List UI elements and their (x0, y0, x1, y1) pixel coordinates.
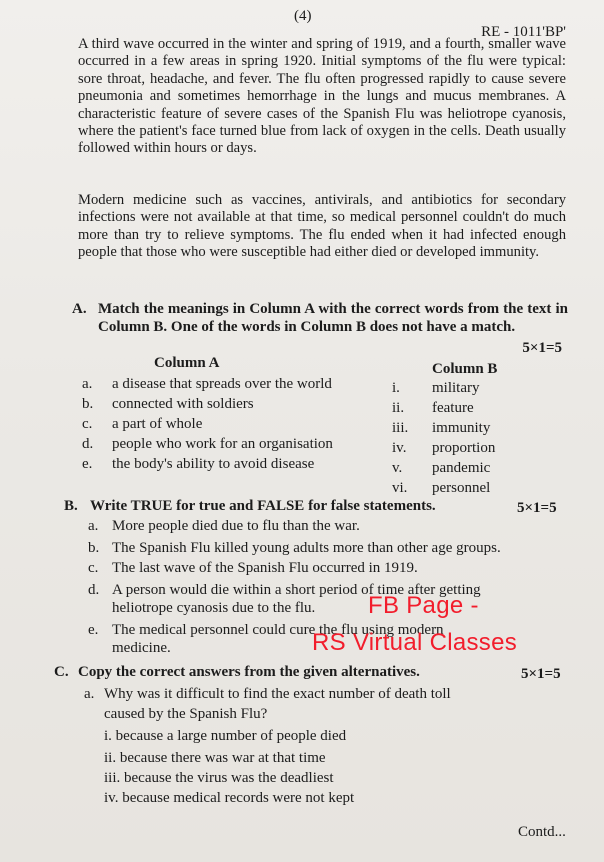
column-b-numeral: i. (392, 380, 400, 396)
section-c-instruction: Copy the correct answers from the given alternatives. (78, 664, 420, 680)
exam-page: (4) RE - 1011'BP' A third wave occurred in the winter and spring of 1919, and a fourth, smaller wave occurred in a few areas in spring 1920. Initial symptoms of the flu were typical: sore throat, headache, and fever. The flu often progressed rapidly to cause severe pneumonia and sometimes hemorrhage in the lungs and mucus membranes. A characteristic feature of severe cases of the Spanish Flu was heliotrope cyanosis, where the patient's face turned blue from lack of oxygen in the cells. Death usually followed within hours or days. Modern medicine such as vaccines, antivirals, and antibiotics for secondary infections were not available at that time, so medical personnel couldn't do much more than try to relieve symptoms. The flu ended when it had infected enough people that those who were susceptible had either died or developed immunity. A. Match the meanings in Column A with the correct words from the text in Column B. One of the words in Column B does not have a match. 5×1=5 Column A Column B a. a disease that spreads over the world b. connected with soldiers c. a part of whole d. people who work for an organisation e. the body's ability to avoid disease i. military ii. feature iii. immunity iv. proportion v. pandemic vi. personnel B. Write TRUE for true and FALSE for false statements. 5×1=5 a. More people died due to flu than the war. b. The Spanish Flu killed young adults more than other age groups. c. The last wave of the Spanish Flu occurred in 1919. d. A person would die within a short period of time after getting heliotrope cyanosis due to the flu. e. The medical personnel could cure the flu using modern medicine. C. Copy the correct answers from the given alternatives. 5×1=5 a. Why was it difficult to find the exact number of death toll caused by the Spanish Flu? i. because a large number of people died ii. because there was war at that time iii. because the virus was the deadliest iv. because medical records were not kept Contd... FB Page - RS Virtual Classes (0, 0, 604, 862)
column-b-numeral: ii. (392, 400, 405, 416)
watermark-line-1: FB Page - (368, 592, 479, 619)
column-b-word: pandemic (432, 460, 491, 476)
section-b-marks: 5×1=5 (517, 500, 557, 516)
page-number: (4) (294, 8, 312, 24)
section-b-instruction: Write TRUE for true and FALSE for false statements. (90, 498, 436, 514)
mcq-option: i. because a large number of people died (104, 728, 347, 744)
mcq-option: iii. because the virus was the deadliest (104, 770, 334, 786)
section-a-label: A. (72, 301, 87, 317)
continued-note: Contd... (518, 824, 566, 840)
section-c-marks: 5×1=5 (521, 666, 561, 682)
column-b-word: immunity (432, 420, 491, 436)
paper-code: RE - 1011'BP' (481, 24, 566, 40)
column-b-numeral: iv. (392, 440, 407, 456)
column-b-word: military (432, 380, 480, 396)
column-b-heading: Column B (432, 361, 498, 377)
column-b-numeral: iii. (392, 420, 409, 436)
section-a-instruction (72, 300, 568, 356)
mcq-option: iv. because medical records were not kept (104, 790, 355, 806)
section-a-marks: 5×1=5 (522, 340, 562, 356)
watermark-line-2: RS Virtual Classes (312, 629, 518, 656)
passage-paragraph-2: Modern medicine such as vaccines, antivirals, and antibiotics for secondary infections were not available at that time, so medical personnel couldn't do much more than try to relieve symptoms. The flu ended when it had infected enough people that those who were susceptible had either died or developed immunity. (78, 192, 566, 261)
column-b-word: feature (432, 400, 474, 416)
column-b-numeral: vi. (392, 480, 408, 496)
column-b-word: personnel (432, 480, 491, 496)
mcq-option: ii. because there was war at that time (104, 750, 326, 766)
passage-paragraph-1: A third wave occurred in the winter and spring of 1919, and a fourth, smaller wave occurred in a few areas in spring 1920. Initial symptoms of the flu were typical: sore throat, headache, and fever. The flu often progressed rapidly to cause severe pneumonia and sometimes hemorrhage in the lungs and mucus membranes. A characteristic feature of severe cases of the Spanish Flu was heliotrope cyanosis, where the patient's face turned blue from lack of oxygen in the cells. Death usually followed within hours or days. (78, 36, 566, 157)
column-a-heading: Column A (154, 355, 220, 371)
section-a-text: Match the meanings in Column A with the correct words from the text in Column B. One of the words in Column B does not have a match. (98, 301, 568, 335)
section-b-label: B. (64, 498, 78, 514)
section-c-label: C. (54, 664, 69, 680)
column-b-word: proportion (432, 440, 496, 456)
column-b-numeral: v. (392, 460, 403, 476)
